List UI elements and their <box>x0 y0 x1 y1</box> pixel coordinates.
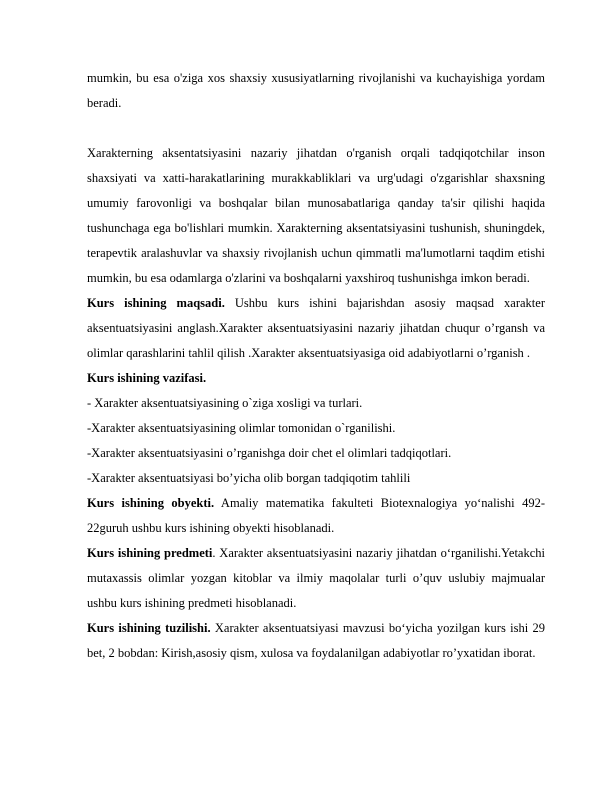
goal-heading: Kurs ishining maqsadi. <box>87 296 225 310</box>
object-heading: Kurs ishining obyekti. <box>87 496 215 510</box>
paragraph-spacer <box>87 116 545 141</box>
task-item: -Xarakter aksentuatsiyasi bo’yicha olib borgan tadqiqotim tahlili <box>87 471 411 485</box>
intro-continued-paragraph: mumkin, bu esa o'ziga xos shaxsiy xususiyatlarning rivojlanishi va kuchayishiga yordam beradi. <box>87 71 545 110</box>
subject-text: . Xarakter aksentuatsiyasini nazariy jihatdan o‘rganilishi.Yetakchi mutaxassis olimlar yozgan kitoblar va ilmiy maqolalar turli o’quv uslubiy majmualar ushbu kurs ishining predmeti hisoblanadi. <box>87 546 545 610</box>
structure-heading: Kurs ishining tuzilishi. <box>87 621 211 635</box>
document-page <box>87 66 545 666</box>
task-item: -Xarakter aksentuatsiyasining olimlar tomonidan o`rganilishi. <box>87 421 396 435</box>
subject-paragraph <box>87 541 545 616</box>
structure-text: Xarakter aksentuatsiyasi mavzusi bo‘yicha yozilgan kurs ishi 29 bet, 2 bobdan: Kirish,asosiy qism, xulosa va foydalanilgan adabiyotlar ro’yxatidan iborat. <box>87 621 545 660</box>
theory-paragraph: Xarakterning aksentatsiyasini nazariy jihatdan o'rganish orqali tadqiqotchilar inson shaxsiyati va xatti-harakatlarining murakkabliklari va urg'udagi o'zgarishlar shaxsning umumiy farovonligi va boshqalar bilan munosabatlariga qanday ta'sir qilishi haqida tushunchaga ega bo'lishlari mumkin. Xarakterning aksentatsiyasini tushunish, shuningdek, terapevtik aralashuvlar va shaxsiy rivojlanish uchun qimmatli ma'lumotlarni taqdim etishi mumkin, bu esa odamlarga o'zlarini va boshqalarni yaxshiroq tushunishga imkon beradi. <box>87 146 545 285</box>
tasks-heading: Kurs ishining vazifasi. <box>87 371 207 385</box>
structure-paragraph <box>87 616 545 666</box>
task-item: -Xarakter aksentuatsiyasini o’rganishga doir chet el olimlari tadqiqotlari. <box>87 446 452 460</box>
object-paragraph <box>87 491 545 541</box>
goal-paragraph <box>87 291 545 366</box>
task-item: - Xarakter aksentuatsiyasining o`ziga xosligi va turlari. <box>87 396 363 410</box>
goal-text: Ushbu kurs ishini bajarishdan asosiy maqsad xarakter aksentuatsiyasini anglash.Xarakter aksentuatsiyasini nazariy jihatdan chuqur o’rgansh va olimlar qarashlarini tahlil qilish .Xarakter aksentuatsiyasiga oid adabiyotlarni o’rganish . <box>87 296 545 360</box>
object-text: Amaliy matematika fakulteti Biotexnalogiya yo‘nalishi 492-22guruh ushbu kurs ishining obyekti hisoblanadi. <box>87 496 545 535</box>
subject-heading: Kurs ishining predmeti <box>87 546 213 560</box>
